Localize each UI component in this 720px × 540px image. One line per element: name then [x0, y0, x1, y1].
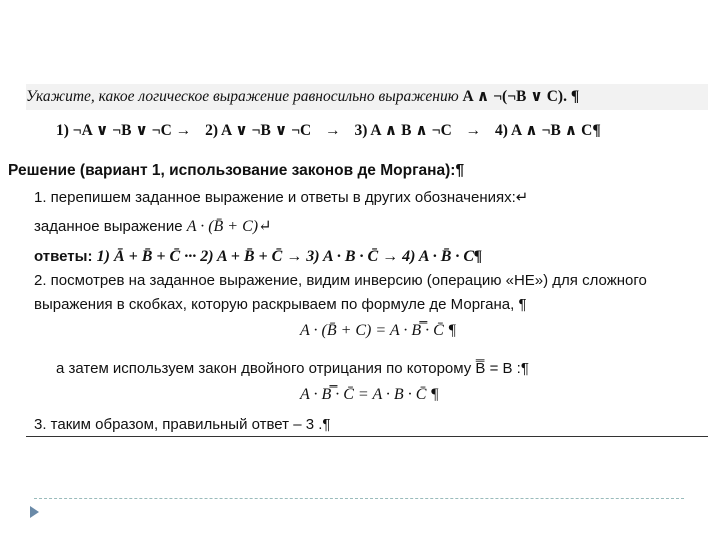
solution-title: Решение (вариант 1, использование законов де Моргана):¶	[8, 162, 465, 179]
question-text: Укажите, какое логическое выражение равносильно выражению	[26, 88, 463, 105]
slide-divider	[34, 498, 684, 499]
given-expression: A · (B̄ + C)↵	[186, 218, 272, 235]
answer-2: 2) A ∨ ¬B ∨ ¬C	[205, 122, 312, 139]
answer-1: 1) ¬A ∨ ¬B ∨ ¬C →	[56, 122, 192, 139]
answer-4: 4) A ∧ ¬B ∧ C¶	[495, 122, 601, 139]
answer-options	[56, 120, 611, 140]
formula-de-morgan: A · (B̄ + C) = A · B̿ · C̄ ¶	[300, 322, 457, 339]
answers-label: ответы:	[34, 248, 97, 265]
arrow-2: →	[465, 122, 482, 139]
question-box	[26, 84, 708, 110]
given-expression-line	[34, 216, 272, 236]
step-2-line-3: а затем используем закон двойного отрицания по которому B̿ = B :¶	[56, 360, 529, 377]
given-label: заданное выражение	[34, 218, 187, 235]
step-3: 3. таким образом, правильный ответ – 3 .¶	[34, 416, 331, 433]
bottom-rule	[26, 436, 708, 437]
answer-3: 3) A ∧ B ∧ ¬C	[354, 122, 452, 139]
question-expression: A ∧ ¬(¬B ∨ C). ¶	[462, 88, 580, 105]
formula-double-negation: A · B̿ · C̄ = A · B · C̄ ¶	[300, 386, 439, 403]
step-2-line-2: выражения в скобках, которую раскрываем по формуле де Моргана, ¶	[34, 296, 527, 313]
play-arrow-icon[interactable]	[30, 506, 39, 518]
step-2-line-1: 2. посмотрев на заданное выражение, видим инверсию (операцию «НЕ») для сложного	[34, 272, 647, 289]
answers-line	[34, 248, 482, 266]
step-1: 1. перепишем заданное выражение и ответы в других обозначениях:↵	[34, 189, 529, 206]
answers-expression: 1) Ā + B̄ + C̄ ··· 2) A + B̄ + C̄ → 3) A · B · C̄ → 4) A · B̄ · C¶	[96, 248, 483, 265]
arrow-1: →	[325, 122, 341, 139]
